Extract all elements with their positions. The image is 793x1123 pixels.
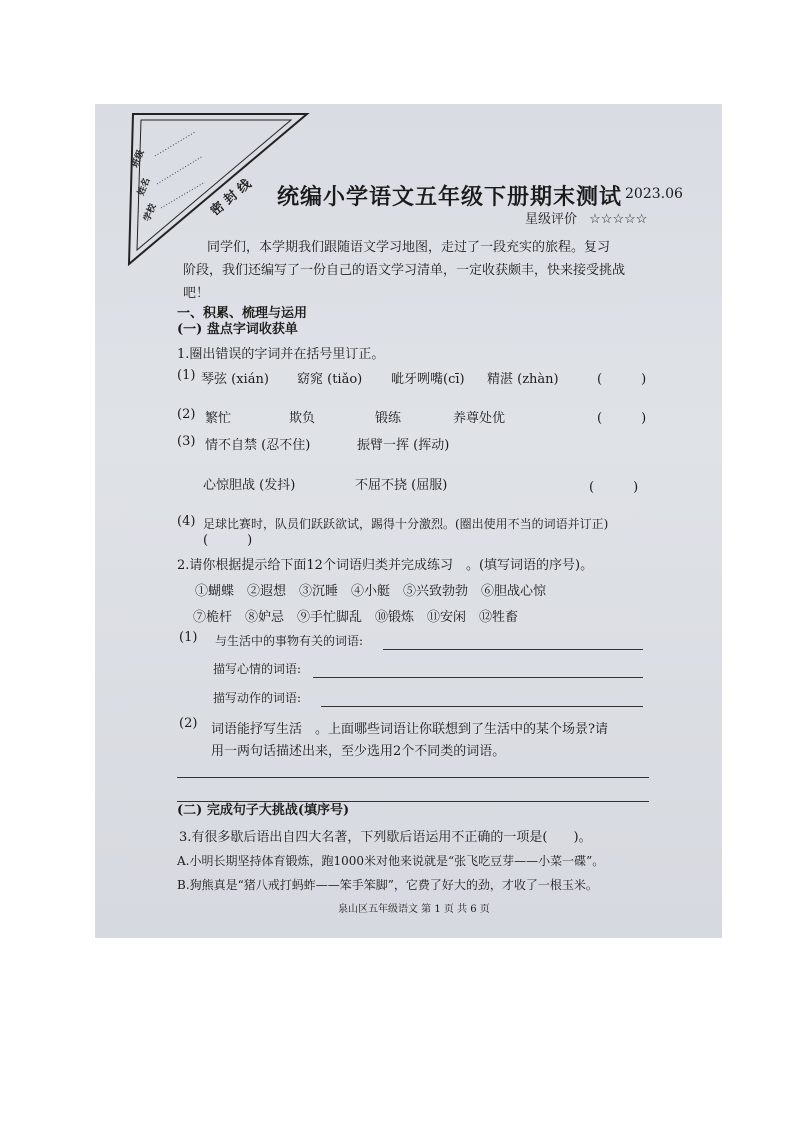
q1-r3-answer[interactable]: ( ) bbox=[589, 480, 639, 495]
section2-heading: (二) 完成句子大挑战(填序号) bbox=[177, 803, 350, 818]
part1-heading: 一、积累、梳理与运用 bbox=[177, 306, 308, 321]
q1-r4-answer[interactable]: ( ) bbox=[203, 533, 253, 548]
q1-r2-num: (2) bbox=[177, 407, 196, 422]
q2-s1-a-answer-line[interactable] bbox=[383, 649, 643, 650]
q2-words-row1: ①蝴蝶 ②遐想 ③沉睡 ④小艇 ⑤兴致勃勃 ⑥胆战心惊 bbox=[195, 584, 547, 599]
section1-heading: (一) 盘点字词收获单 bbox=[177, 322, 298, 337]
seal-triangle-inner bbox=[137, 120, 291, 250]
q2-s1-c-label: 描写动作的词语: bbox=[213, 691, 302, 705]
class-label: 班级 bbox=[130, 148, 147, 170]
q2-s2-line1: 词语能抒写生活 。上面哪些词语让你联想到了生活中的某个场景?请 bbox=[211, 722, 608, 737]
star-rating bbox=[525, 208, 647, 227]
q2-s2-num: (2) bbox=[179, 716, 198, 731]
seal-text: 密 封 线 bbox=[207, 176, 255, 220]
q2-s2-line2: 用一两句话描述出来，至少选用2个不同类的词语。 bbox=[211, 744, 506, 759]
q1-r2-word1: 繁忙 bbox=[205, 411, 232, 426]
q1-r1-num: (1) bbox=[177, 368, 196, 383]
q2-words-row2: ⑦桅杆 ⑧妒忌 ⑨手忙脚乱 ⑩锻炼 ⑪安闲 ⑫牲畜 bbox=[193, 610, 519, 625]
q2-s1-num: (1) bbox=[179, 630, 198, 645]
page-footer: 泉山区五年级语文 第 1 页 共 6 页 bbox=[338, 904, 490, 915]
q1-r1-word3: 呲牙咧嘴(cī) bbox=[391, 372, 465, 387]
q1-r3-word4: 不屈不挠 (屈服) bbox=[355, 478, 448, 493]
q1-r1-word2: 窈窕 (tiǎo) bbox=[297, 372, 363, 387]
q1-stem: 1.圈出错误的字词并在括号里订正。 bbox=[177, 347, 385, 362]
q2-s1-a-label: 与生活中的事物有关的词语: bbox=[215, 634, 364, 648]
q1-r2-word4: 养尊处优 bbox=[453, 411, 506, 426]
q1-r1-word1: 琴弦 (xián) bbox=[201, 372, 269, 387]
q2-s1-b-label: 描写心情的词语: bbox=[213, 662, 302, 676]
intro-line-1: 同学们，本学期我们跟随语文学习地图，走过了一段充实的旅程。复习 bbox=[207, 240, 611, 255]
page-title: 统编小学语文五年级下册期末测试 bbox=[277, 184, 623, 210]
exam-date: 2023.06 bbox=[625, 186, 683, 202]
class-underline bbox=[155, 132, 195, 156]
name-label: 姓名 bbox=[136, 176, 153, 198]
q1-r4-num: (4) bbox=[177, 514, 196, 529]
school-underline bbox=[161, 182, 205, 208]
q1-r2-answer[interactable]: ( ) bbox=[597, 411, 647, 426]
star-icons: ☆☆☆☆☆ bbox=[589, 212, 648, 227]
q2-s1-c-answer-line[interactable] bbox=[321, 706, 643, 707]
name-underline bbox=[157, 156, 203, 184]
q3-stem: 3.有很多歇后语出自四大名著，下列歇后语运用不正确的一项是( )。 bbox=[179, 830, 592, 845]
q2-stem: 2.请你根据提示给下面12个词语归类并完成练习 。(填写词语的序号)。 bbox=[177, 558, 594, 573]
q2-s1-b-answer-line[interactable] bbox=[313, 677, 643, 678]
q1-r3-num: (3) bbox=[177, 434, 196, 449]
q3-option-a: A.小明长期坚持体育锻炼，跑1000米对他来说就是“张飞吃豆芽——小菜一碟”。 bbox=[177, 854, 605, 868]
q2-s2-answer-line-1[interactable] bbox=[177, 777, 649, 778]
q1-r1-word4: 精湛 (zhàn) bbox=[487, 372, 559, 387]
q3-option-b: B.狗熊真是“猪八戒打蚂蚱——笨手笨脚”，它费了好大的劲，才收了一根玉米。 bbox=[177, 878, 598, 892]
q1-r3-word1: 情不自禁 (忍不住) bbox=[205, 438, 311, 453]
q1-r3-word2: 振臂一挥 (挥动) bbox=[357, 438, 450, 453]
rating-label: 星级评价 bbox=[525, 212, 578, 227]
q1-r4-text: 足球比赛时，队员们跃跃欲试，踢得十分激烈。(圈出使用不当的词语并订正) bbox=[203, 517, 609, 531]
q1-r2-word2: 欺负 bbox=[289, 411, 316, 426]
q1-r2-word3: 锻练 bbox=[375, 411, 402, 426]
intro-line-2: 阶段，我们还编写了一份自己的语文学习清单，一定收获颇丰，快来接受挑战 bbox=[183, 263, 626, 278]
q1-r3-word3: 心惊胆战 (发抖) bbox=[203, 478, 296, 493]
exam-page bbox=[95, 104, 722, 938]
q1-r1-answer[interactable]: ( ) bbox=[597, 372, 647, 387]
school-label: 学校 bbox=[142, 202, 159, 224]
intro-line-3: 吧！ bbox=[183, 286, 210, 301]
